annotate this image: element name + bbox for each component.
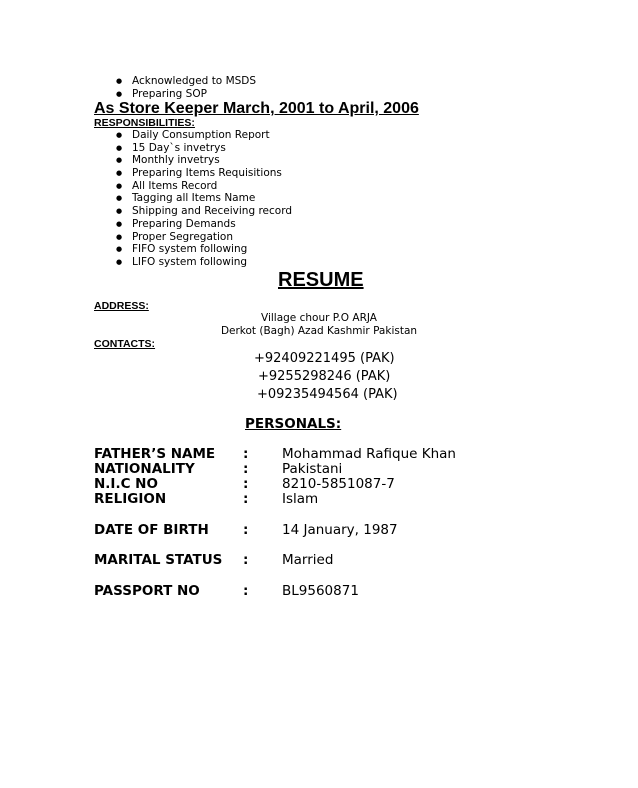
field-separator: : [243,552,249,568]
list-item: ● Daily Consumption Report [116,129,270,141]
bullet-icon: ● [116,232,123,241]
personals-title: PERSONALS: [245,416,342,432]
top-bullet-list [116,75,256,100]
phone-number: +9255298246 (PAK) [258,369,391,384]
bullet-icon: ● [116,207,123,216]
bullet-icon: ● [116,245,123,254]
address-line-1: Village chour P.O ARJA [261,312,377,324]
field-value: BL9560871 [282,583,359,599]
bullet-icon: ● [116,143,123,152]
field-value: 8210-5851087-7 [282,476,395,492]
field-separator: : [243,461,249,477]
bullet-icon: ● [116,131,123,139]
list-item: ● Monthly invetrys [116,154,220,167]
field-label: PASSPORT NO [94,583,200,599]
contacts-label: CONTACTS: [94,338,156,350]
list-item: ● FIFO system following [116,243,248,256]
bullet-icon: ● [116,257,123,266]
bullet-icon: ● [116,156,123,165]
list-item: ● Preparing SOP [116,87,207,100]
bullet-icon: ● [116,219,123,228]
phone-number: +09235494564 (PAK) [257,387,398,402]
field-value: Married [282,552,334,568]
job-heading: As Store Keeper March, 2001 to April, 2006 [94,100,419,117]
field-label: FATHER’S NAME [94,446,216,462]
field-label: NATIONALITY [94,461,195,477]
address-label: ADDRESS: [94,300,149,312]
field-separator: : [243,491,249,507]
list-item: ● 15 Day`s invetrys [116,141,226,154]
list-item: ● Preparing Items Requisitions [116,167,282,180]
address-line-2: Derkot (Bagh) Azad Kashmir Pakistan [220,325,418,337]
field-label: MARITAL STATUS [94,552,223,568]
field-label: N.I.C NO [94,476,158,492]
list-item: ● Tagging all Items Name [116,192,256,205]
field-separator: : [243,446,249,462]
resume-title: RESUME [278,269,364,291]
field-separator: : [243,583,249,599]
bullet-icon: ● [116,169,123,178]
list-item: ● Proper Segregation [116,230,233,243]
list-item: ● All Items Record [116,179,218,192]
field-label: RELIGION [94,491,167,507]
field-value: 14 January, 1987 [282,522,398,538]
list-item: ● Shipping and Receiving record [116,205,292,218]
field-separator: : [243,476,249,492]
bullet-icon: ● [116,194,123,203]
list-item: ● LIFO system following [116,255,248,268]
bullet-icon: ● [116,77,123,85]
field-separator: : [243,522,249,538]
field-value: Mohammad Rafique Khan [282,446,456,462]
field-value: Islam [282,491,319,507]
bullet-icon: ● [116,89,123,98]
phone-number: +92409221495 (PAK) [254,351,395,366]
field-value: Pakistani [282,461,343,477]
responsibilities-list [116,129,292,269]
list-item: ● Preparing Demands [116,217,236,230]
bullet-icon: ● [116,181,123,190]
responsibilities-label: RESPONSIBILITIES: [94,117,195,129]
field-label: DATE OF BIRTH [94,522,209,538]
list-item: ● Acknowledged to MSDS [116,75,257,87]
